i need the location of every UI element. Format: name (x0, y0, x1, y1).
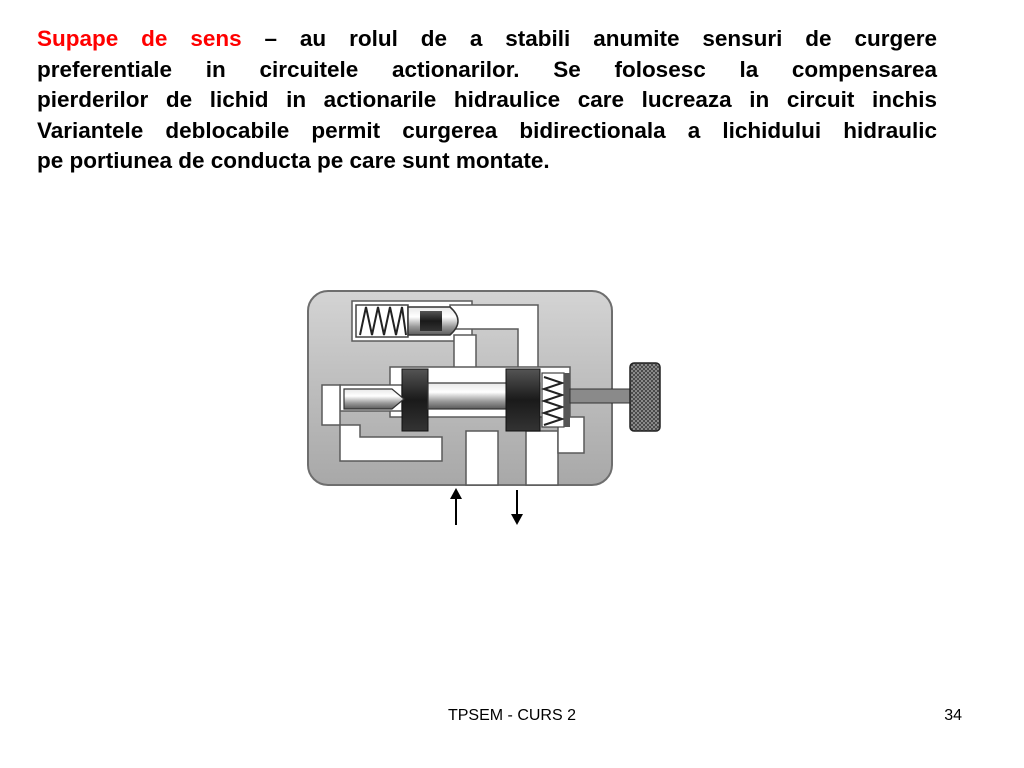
text-line-2: preferentiale in circuitele actionarilor. Se folosesc la compensarea (37, 56, 937, 82)
page-number: 34 (944, 707, 962, 724)
term-heading: Supape de sens (37, 26, 242, 51)
text-line-3: pierderilor de lichid in actionarile hidraulice care lucreaza in circuit inchis (37, 87, 937, 112)
pilot-spring-icon (356, 305, 408, 337)
text-line-1 (37, 24, 937, 55)
adjustment-screw (570, 389, 630, 403)
check-valve-diagram (300, 285, 670, 530)
text-line-5: pe portiunea de conducta pe care sunt montate. (37, 148, 550, 173)
footer-course: TPSEM - CURS 2 (447, 707, 576, 724)
arrow-up-icon (450, 488, 462, 525)
body-paragraph (37, 24, 937, 177)
arrow-down-icon (511, 490, 523, 525)
knurled-knob-icon (630, 363, 660, 431)
adjustment-spring-icon (542, 373, 570, 427)
text-line-4: Variantele deblocabile permit curgerea bidirectionala a lichidului hidraulic (37, 117, 937, 143)
term-definition: – au rolul de a stabili anumite sensuri de curgere (241, 26, 937, 51)
